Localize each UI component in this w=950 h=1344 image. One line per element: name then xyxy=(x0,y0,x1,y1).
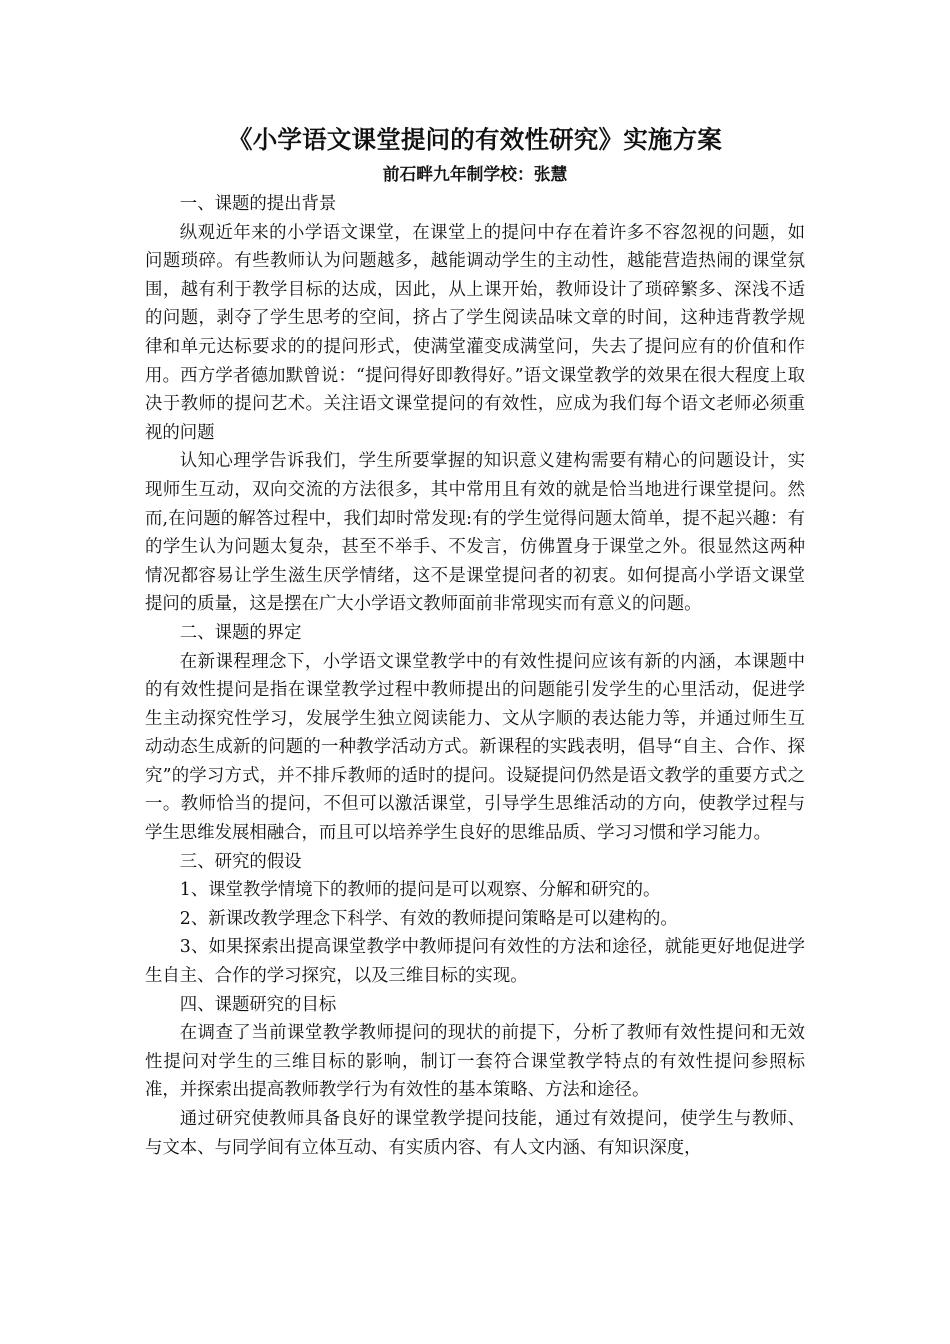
paragraph: 在调查了当前课堂教学教师提问的现状的前提下，分析了教师有效性提问和无效性提问对学生的三维目标的影响，制订一套符合课堂教学特点的有效性提问参照标准，并探索出提高教师教学行为有效性的基本策略、方法和途径。 xyxy=(145,1023,805,1101)
paragraph: 纵观近年来的小学语文课堂，在课堂上的提问中存在着许多不容忽视的问题，如问题琐碎。有些教师认为问题越多，越能调动学生的主动性，越能营造热闹的课堂氛围，越有利于教学目标的达成，因此，从上课开始，教师设计了琐碎繁多、深浅不适的问题，剥夺了学生思考的空间，挤占了学生阅读品味文章的时间，这种违背教学规律和单元达标要求的的提问形式，使满堂灌变成满堂问，失去了提问应有的价值和作用。西方学者德加默曾说：“提问得好即教得好。”语文课堂教学的效果在很大程度上取决于教师的提问艺术。关注语文课堂提问的有效性，应成为我们每个语文老师必须重视的问题 xyxy=(145,222,805,443)
document-page xyxy=(145,120,805,1162)
section-heading-background: 一、课题的提出背景 xyxy=(179,194,337,214)
document-body xyxy=(145,190,805,1162)
author-line: 前石畔九年制学校：张慧 xyxy=(382,164,568,184)
document-title: 《小学语文课堂提问的有效性研究》实施方案 xyxy=(228,125,722,154)
section-heading-hypothesis: 三、研究的假设 xyxy=(179,851,302,872)
section-heading-definition: 二、课题的界定 xyxy=(179,622,302,643)
hypothesis-item: 3、如果探索出提高课堂教学中教师提问有效性的方法和途径，就能更好地促进学生自主、合作的学习探究，以及三维目标的实现。 xyxy=(145,937,805,987)
paragraph: 通过研究使教师具备良好的课堂教学提问技能，通过有效提问，使学生与教师、与文本、与同学间有立体互动、有实质内容、有人文内涵、有知识深度， xyxy=(145,1109,805,1158)
hypothesis-item: 1、课堂教学情境下的教师的提问是可以观察、分解和研究的。 xyxy=(179,880,661,901)
paragraph: 认知心理学告诉我们，学生所要掌握的知识意义建构需要有精心的问题设计，实现师生互动，双向交流的方法很多，其中常用且有效的就是恰当地进行课堂提问。然而,在问题的解答过程中，我们却时常发现:有的学生觉得问题太简单，提不起兴趣：有的学生认为问题太复杂，甚至不举手、不发言，仿佛置身于课堂之外。很显然这两种情况都容易让学生滋生厌学情绪，这不是课堂提问者的初衷。如何提高小学语文课堂提问的质量，这是摆在广大小学语文教师面前非常现实而有意义的问题。 xyxy=(145,451,805,615)
paragraph: 在新课程理念下，小学语文课堂教学中的有效性提问应该有新的内涵，本课题中的有效性提问是指在课堂教学过程中教师提出的问题能引发学生的心里活动，促进学生主动探究性学习，发展学生独立阅读能力、文从字顺的表达能力等，并通过师生互动动态生成新的问题的一种教学活动方式。新课程的实践表明，倡导“自主、合作、探究”的学习方式，并不排斥教师的适时的提问。设疑提问仍然是语文教学的重要方式之一。教师恰当的提问，不但可以激活课堂，引导学生思维活动的方向，使教学过程与学生思维发展相融合，而且可以培养学生良好的思维品质、学习习惯和学习能力。 xyxy=(145,651,805,844)
hypothesis-item: 2、新课改教学理念下科学、有效的教师提问策略是可以建构的。 xyxy=(179,908,678,929)
section-heading-goals: 四、课题研究的目标 xyxy=(179,994,337,1015)
